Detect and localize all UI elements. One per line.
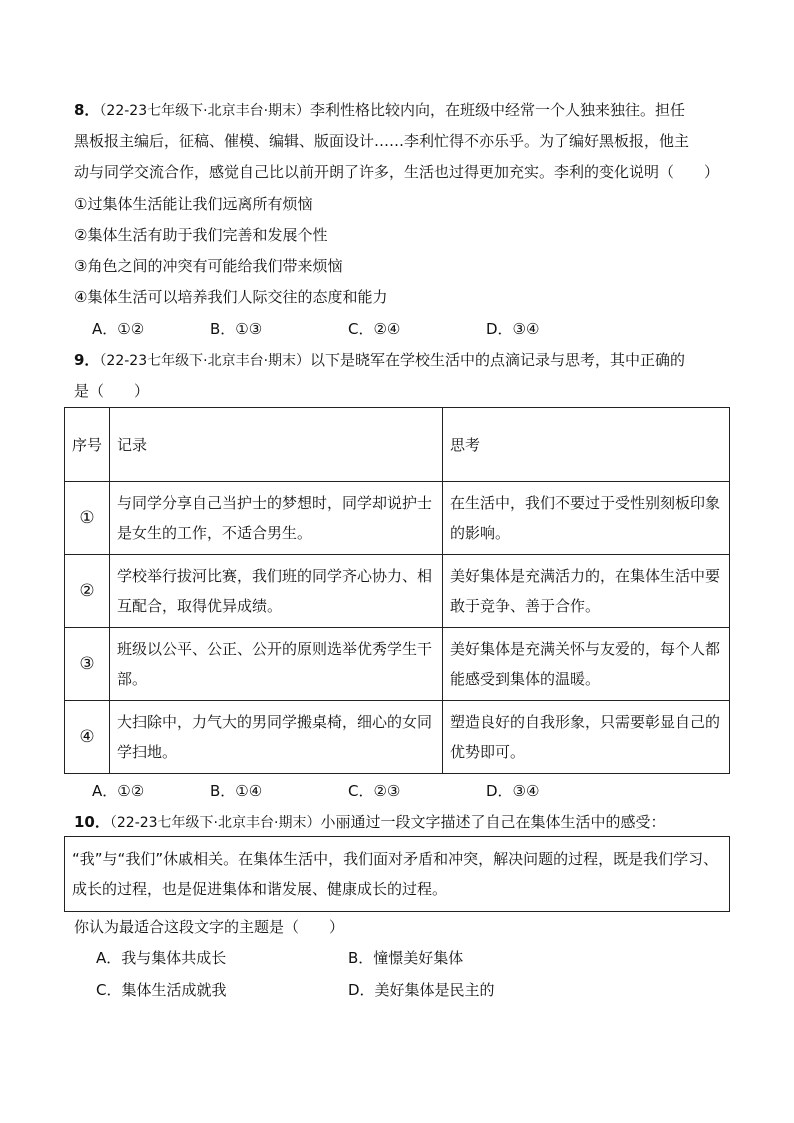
q8-option-a[interactable]: A．①② [92, 320, 145, 338]
q8-option-d[interactable]: D．③④ [486, 320, 540, 338]
row-1-thought: 在生活中，我们不要过于受性别刻板印象的影响。 [443, 482, 730, 555]
row-2-no: ② [65, 555, 110, 628]
row-4-record: 大扫除中，力气大的男同学搬桌椅，细心的女同学扫地。 [110, 701, 443, 774]
row-2-thought: 美好集体是充满活力的，在集体生活中要敢于竞争、善于合作。 [443, 555, 730, 628]
table-row [65, 628, 730, 701]
table-row [65, 482, 730, 555]
row-4-no: ④ [65, 701, 110, 774]
header-record: 记录 [110, 408, 443, 482]
q9-option-c[interactable]: C．②③ [348, 782, 401, 800]
q8-statement-4: ④集体生活可以培养我们人际交往的态度和能力 [74, 288, 388, 306]
row-4-thought: 塑造良好的自我形象，只需要彰显自己的优势即可。 [443, 701, 730, 774]
row-1-record: 与同学分享自己当护士的梦想时，同学却说护士是女生的工作，不适合男生。 [110, 482, 443, 555]
q10-option-c[interactable]: C．集体生活成就我 [96, 981, 227, 999]
header-thought: 思考 [443, 408, 730, 482]
q10-source: （22-23七年级下·北京丰台·期末） [109, 815, 321, 831]
q8-statement-1: ①过集体生活能让我们远离所有烦恼 [74, 195, 313, 213]
q8-text-3: 动与同学交流合作，感觉自己比以前开朗了许多，生活也过得更加充实。李利的变化说明（ ） [74, 163, 720, 181]
q10-line-1 [74, 812, 665, 833]
q10-option-b[interactable]: B．憧憬美好集体 [348, 949, 464, 967]
q8-line-1 [74, 100, 685, 121]
q9-source: （22-23七年级下·北京丰台·期末） [99, 353, 311, 369]
q9-record-table [64, 407, 730, 774]
q10-text-1: 小丽通过一段文字描述了自己在集体生活中的感受： [320, 813, 666, 831]
table-row [65, 701, 730, 774]
q8-option-c[interactable]: C．②④ [348, 320, 401, 338]
q9-option-d[interactable]: D．③④ [486, 782, 540, 800]
header-no: 序号 [65, 408, 110, 482]
table-row [65, 555, 730, 628]
q8-statement-2: ②集体生活有助于我们完善和发展个性 [74, 226, 328, 244]
q9-line-1 [74, 350, 685, 371]
table-header-row [65, 408, 730, 482]
q10-number: 10． [74, 813, 110, 831]
q8-statement-3: ③角色之间的冲突有可能给我们带来烦恼 [74, 257, 343, 275]
q8-text-1: 李利性格比较内向，在班级中经常一个人独来独往。担任 [310, 101, 686, 119]
row-3-no: ③ [65, 628, 110, 701]
q10-quote-box: “我”与“我们”休戚相关。在集体生活中，我们面对矛盾和冲突，解决问题的过程，既是我们学习、成长的过程，也是促进集体和谐发展、健康成长的过程。 [64, 836, 730, 912]
q10-prompt: 你认为最适合这段文字的主题是（ ） [74, 918, 345, 936]
row-1-no: ① [65, 482, 110, 555]
row-3-thought: 美好集体是充满关怀与友爱的，每个人都能感受到集体的温暖。 [443, 628, 730, 701]
q9-number: 9． [74, 351, 100, 369]
q8-number: 8． [74, 101, 100, 119]
q10-option-d[interactable]: D．美好集体是民主的 [348, 981, 495, 999]
q9-text-2: 是（ ） [74, 382, 150, 400]
q8-text-2: 黑板报主编后，征稿、催模、编辑、版面设计……李利忙得不亦乐乎。为了编好黑板报，他主 [74, 132, 690, 150]
q9-option-a[interactable]: A．①② [92, 782, 145, 800]
q8-option-b[interactable]: B．①③ [210, 320, 263, 338]
q8-source: （22-23七年级下·北京丰台·期末） [99, 103, 311, 119]
row-2-record: 学校举行拔河比赛，我们班的同学齐心协力、相互配合，取得优异成绩。 [110, 555, 443, 628]
q10-option-a[interactable]: A．我与集体共成长 [96, 949, 227, 967]
q9-option-b[interactable]: B．①④ [210, 782, 263, 800]
row-3-record: 班级以公平、公正、公开的原则选举优秀学生干部。 [110, 628, 443, 701]
q9-text-1: 以下是晓军在学校生活中的点滴记录与思考，其中正确的 [310, 351, 686, 369]
